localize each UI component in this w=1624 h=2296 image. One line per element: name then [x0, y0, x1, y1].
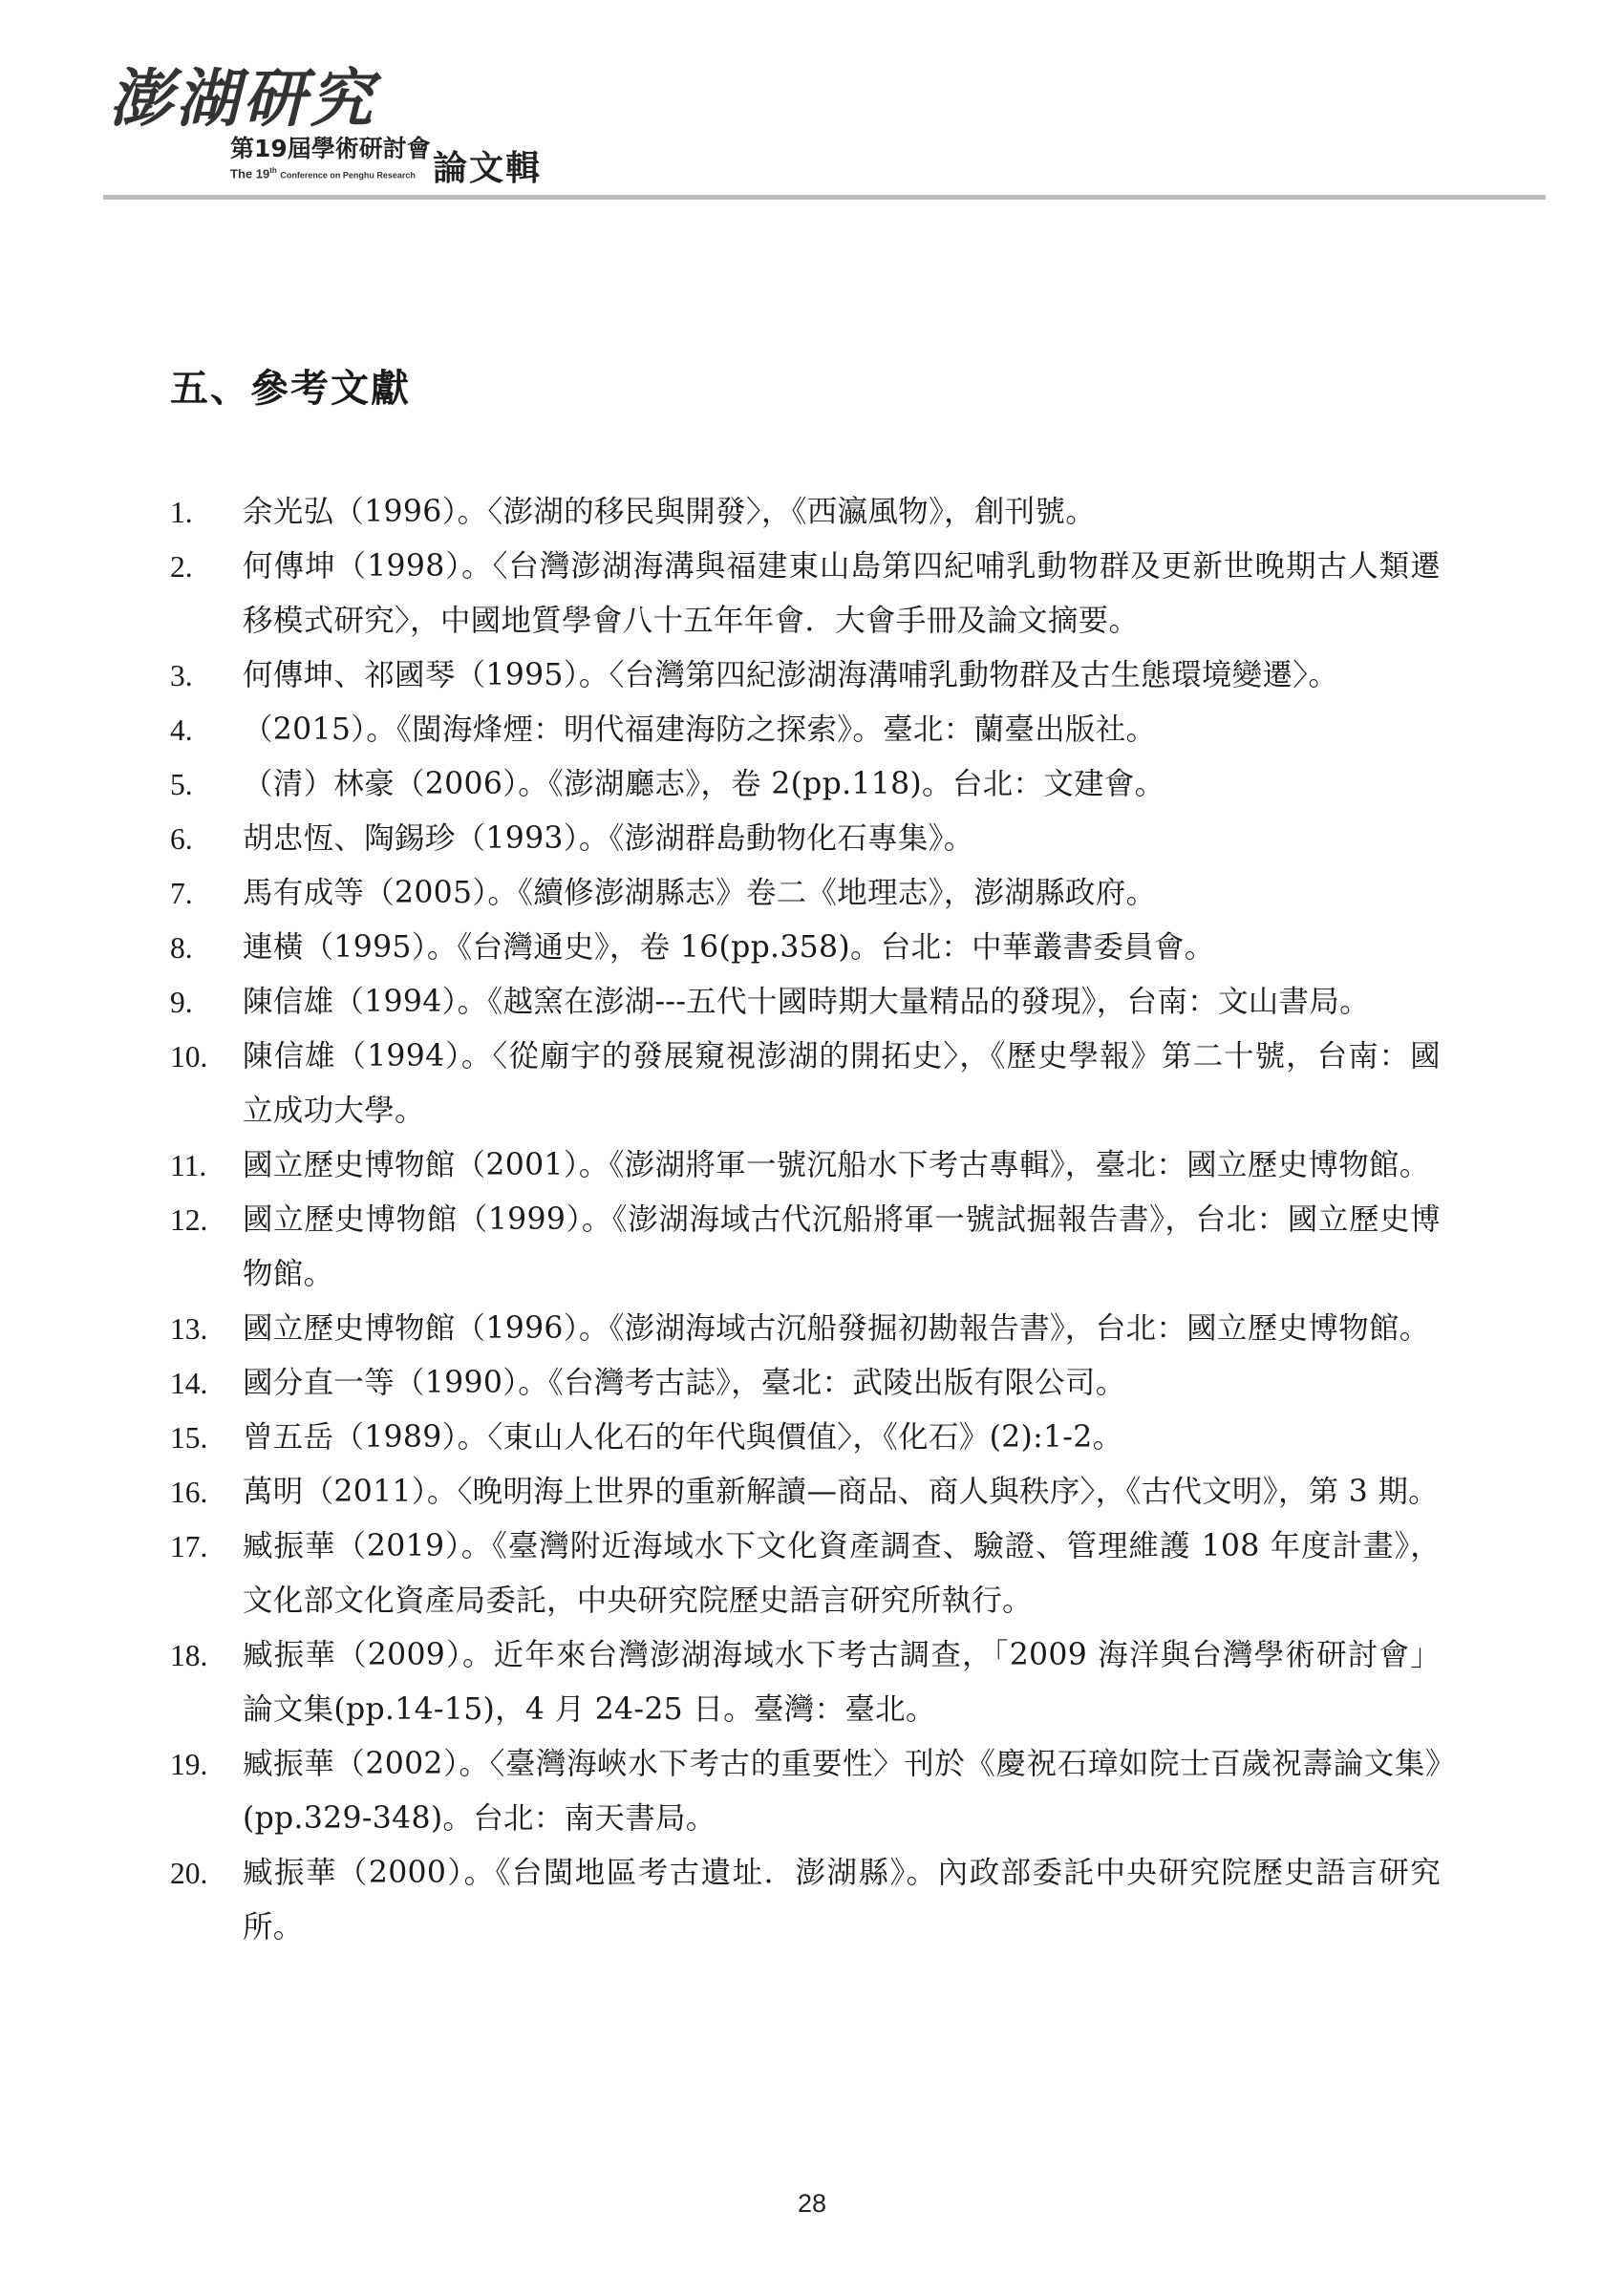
conference-english-title: [230, 166, 416, 181]
reference-text: 陳信雄（1994）。〈從廟宇的發展窺視澎湖的開拓史〉，《歷史學報》第二十號，台南：國立成功大學。: [243, 1039, 1441, 1128]
reference-text: （2015）。《閩海烽煙：明代福建海防之探索》。臺北：蘭臺出版社。: [243, 712, 1157, 747]
reference-number: 19.: [170, 1748, 208, 1781]
reference-item: [170, 1465, 1441, 1520]
reference-item: [170, 866, 1441, 921]
reference-text: 臧振華（2009）。近年來台灣澎湖海域水下考古調查，「2009 海洋與台灣學術研討會」論文集(pp.14-15)，4 月 24-25 日。臺灣：臺北。: [243, 1638, 1441, 1727]
reference-item: [170, 1520, 1441, 1628]
english-suffix: Conference on Penghu Research: [280, 170, 416, 181]
reference-number: 7.: [170, 877, 193, 910]
reference-text: 何傳坤（1998）。〈台灣澎湖海溝與福建東山島第四紀哺乳動物群及更新世晚期古人類遷移模式研究〉，中國地質學會八十五年年會．大會手冊及論文摘要。: [243, 549, 1441, 638]
reference-number: 11.: [170, 1149, 207, 1182]
reference-number: 6.: [170, 822, 193, 856]
reference-number: 9.: [170, 986, 193, 1019]
reference-number: 14.: [170, 1367, 208, 1400]
english-ordinal-suffix: th: [269, 166, 277, 175]
reference-item: [170, 1737, 1441, 1846]
reference-item: [170, 485, 1441, 540]
reference-text: 連橫（1995）。《台灣通史》，卷 16(pp.358)。台北：中華叢書委員會。: [243, 930, 1215, 965]
reference-number: 13.: [170, 1312, 208, 1346]
english-prefix: The 19: [230, 166, 270, 181]
reference-text: 萬明（2011）。〈晚明海上世界的重新解讀—商品、商人與秩序〉，《古代文明》，第 3 期。: [243, 1475, 1439, 1509]
reference-item: [170, 1628, 1441, 1737]
reference-text: 陳信雄（1994）。《越窯在澎湖---五代十國時期大量精品的發現》，台南：文山書局。: [243, 985, 1370, 1019]
reference-number: 15.: [170, 1421, 208, 1455]
reference-number: 12.: [170, 1203, 208, 1237]
reference-item: [170, 1846, 1441, 1955]
reference-number: 20.: [170, 1857, 208, 1890]
reference-item: [170, 1138, 1441, 1193]
reference-text: 臧振華（2000）。《台閩地區考古遺址．澎湖縣》。內政部委託中央研究院歷史語言研究所。: [243, 1856, 1441, 1945]
section-heading: 五、參考文獻: [170, 366, 411, 411]
reference-text: 曾五岳（1989）。〈東山人化石的年代與價值〉，《化石》(2):1-2。: [243, 1420, 1123, 1455]
reference-number: 8.: [170, 931, 193, 965]
reference-item: [170, 1193, 1441, 1302]
reference-text: 臧振華（2019）。《臺灣附近海域水下文化資產調查、驗證、管理維護 108 年度計畫》，文化部文化資產局委託，中央研究院歷史語言研究所執行。: [243, 1529, 1441, 1618]
reference-number: 16.: [170, 1476, 208, 1509]
reference-item: [170, 1356, 1441, 1411]
reference-item: [170, 1411, 1441, 1465]
reference-item: [170, 1302, 1441, 1356]
reference-text: 國立歷史博物館（1996）。《澎湖海域古沉船發掘初勘報告書》，台北：國立歷史博物館。: [243, 1311, 1430, 1346]
reference-item: [170, 648, 1441, 703]
page-number: 28: [797, 2189, 827, 2218]
reference-number: 5.: [170, 768, 193, 801]
reference-number: 17.: [170, 1530, 208, 1563]
reference-text: 余光弘（1996）。〈澎湖的移民與開發〉，《西瀛風物》，創刊號。: [243, 495, 1097, 529]
reference-text: （清）林豪（2006）。《澎湖廳志》，卷 2(pp.118)。台北：文建會。: [243, 767, 1165, 801]
reference-number: 18.: [170, 1639, 208, 1672]
page-header: [103, 61, 1546, 202]
reference-text: 胡忠恆、陶錫珍（1993）。《澎湖群島動物化石專集》。: [243, 821, 974, 856]
reference-text: 國分直一等（1990）。《台灣考古誌》，臺北：武陵出版有限公司。: [243, 1366, 1126, 1400]
reference-text: 何傳坤、祁國琴（1995）。〈台灣第四紀澎湖海溝哺乳動物群及古生態環境變遷〉。: [243, 658, 1339, 692]
reference-item: [170, 921, 1441, 975]
reference-text: 國立歷史博物館（2001）。《澎湖將軍一號沉船水下考古專輯》，臺北：國立歷史博物館。: [243, 1148, 1430, 1182]
conference-title: 第19屆學術研討會: [230, 135, 431, 162]
reference-item: [170, 1030, 1441, 1138]
reference-item: [170, 757, 1441, 812]
proceedings-label: 論文輯: [433, 149, 543, 188]
journal-logo-title: 澎湖研究: [109, 61, 376, 136]
reference-text: 臧振華（2002）。〈臺灣海峽水下考古的重要性〉刊於《慶祝石璋如院士百歲祝壽論文集》(pp.329-348)。台北：南天書局。: [243, 1747, 1441, 1836]
header-divider: [103, 195, 1546, 200]
reference-text: 國立歷史博物館（1999）。《澎湖海域古代沉船將軍一號試掘報告書》，台北：國立歷史博物館。: [243, 1202, 1441, 1291]
reference-number: 1.: [170, 496, 193, 529]
reference-item: [170, 975, 1441, 1030]
reference-item: [170, 812, 1441, 866]
reference-number: 3.: [170, 659, 193, 692]
reference-number: 10.: [170, 1040, 208, 1074]
reference-item: [170, 540, 1441, 648]
reference-number: 2.: [170, 550, 193, 584]
reference-list: [170, 485, 1441, 1955]
reference-number: 4.: [170, 713, 193, 747]
reference-item: [170, 703, 1441, 757]
reference-text: 馬有成等（2005）。《續修澎湖縣志》卷二《地理志》，澎湖縣政府。: [243, 876, 1157, 910]
